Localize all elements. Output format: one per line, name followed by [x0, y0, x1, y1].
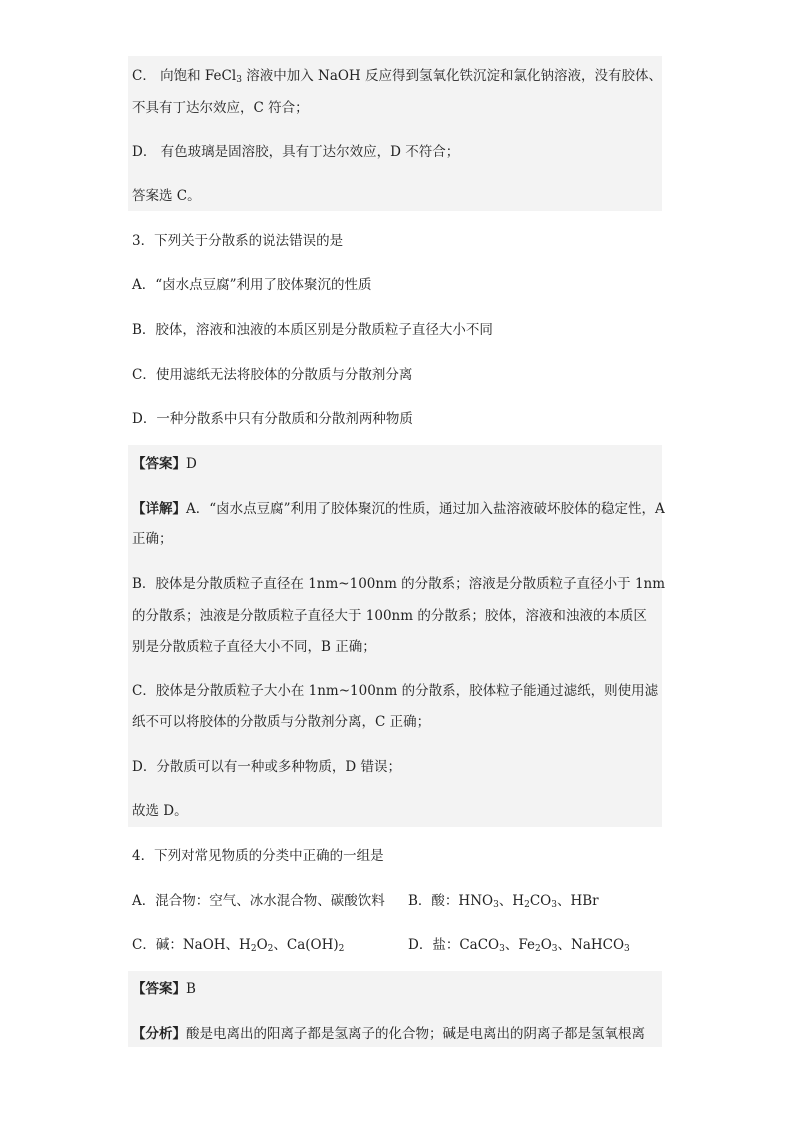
detail-tag: 【详解】 [132, 501, 186, 517]
option-c-explanation-line2: 不具有丁达尔效应，C 符合； [132, 100, 309, 116]
question-4-option-d: D．盐：CaCO$_3$、$Fe_2O_3$、NaHCO$_3$ [408, 937, 630, 954]
question-4-analysis: 【分析】酸是电离出的阳离子都是氢离子的化合物；碱是电离出的阴离子都是氢氧根离 [132, 1026, 645, 1042]
option-c-explanation-line1: C． 向饱和 FeCl$_3$ 溶液中加入 NaOH 反应得到氢氧化铁沉淀和氯化钠溶液，没有胶体、 [132, 68, 662, 85]
question-3-detail-a2: 正确； [132, 531, 173, 547]
question-3-option-a: A．“卤水点豆腐”利用了胶体聚沉的性质 [132, 277, 372, 293]
question-3-answer [132, 454, 197, 474]
question-4-stem: 4．下列对常见物质的分类中正确的一组是 [132, 848, 384, 864]
question-3-detail-b2: 的分散系；浊液是分散质粒子直径大于 100nm 的分散系；胶体，溶液和浊液的本质区 [132, 608, 647, 624]
question-3-option-d: D．一种分散系中只有分散质和分散剂两种物质 [132, 411, 413, 427]
text: C． 向饱和 FeCl [132, 68, 237, 84]
question-3-detail-a1: 【详解】A．“卤水点豆腐”利用了胶体聚沉的性质，通过加入盐溶液破坏胶体的稳定性，A [132, 501, 665, 517]
answer-line: 答案选 C。 [132, 188, 201, 204]
question-3-detail-d: D．分散质可以有一种或多种物质，D 错误； [132, 759, 401, 775]
answer-tag: 【答案】 [132, 981, 186, 997]
question-3-detail-b3: 别是分散质粒子直径大小不同，B 正确； [132, 639, 376, 655]
answer-value: D [186, 456, 197, 472]
question-4-option-a: A．混合物：空气、冰水混合物、碳酸饮料 [132, 893, 385, 909]
question-3-option-c: C．使用滤纸无法将胶体的分散质与分散剂分离 [132, 367, 413, 383]
question-3-option-b: B．胶体，溶液和浊液的本质区别是分散质粒子直径大小不同 [132, 322, 493, 338]
question-3-stem: 3．下列关于分散系的说法错误的是 [132, 233, 344, 249]
answer-tag: 【答案】 [132, 456, 186, 472]
question-3-detail-c1: C．胶体是分散质粒子大小在 1nm~100nm 的分散系，胶体粒子能通过滤纸，则使用滤 [132, 683, 659, 699]
question-4-option-b: B．酸：$HNO_3$、$H_2CO_3$、HBr [408, 893, 599, 910]
question-4-option-c: C．碱：NaOH、$H_2O_2$、$Ca(OH)_2$ [132, 937, 345, 954]
question-3-conclusion: 故选 D。 [132, 803, 188, 819]
question-4-answer [132, 979, 196, 999]
option-d-explanation: D． 有色玻璃是固溶胶，具有丁达尔效应，D 不符合； [132, 144, 460, 160]
question-3-detail-b1: B．胶体是分散质粒子直径在 1nm~100nm 的分散系；溶液是分散质粒子直径小于 1nm [132, 576, 666, 592]
question-3-detail-c2: 纸不可以将胶体的分散质与分散剂分离，C 正确； [132, 714, 431, 730]
answer-value: B [186, 981, 196, 997]
analysis-tag: 【分析】 [132, 1026, 186, 1042]
